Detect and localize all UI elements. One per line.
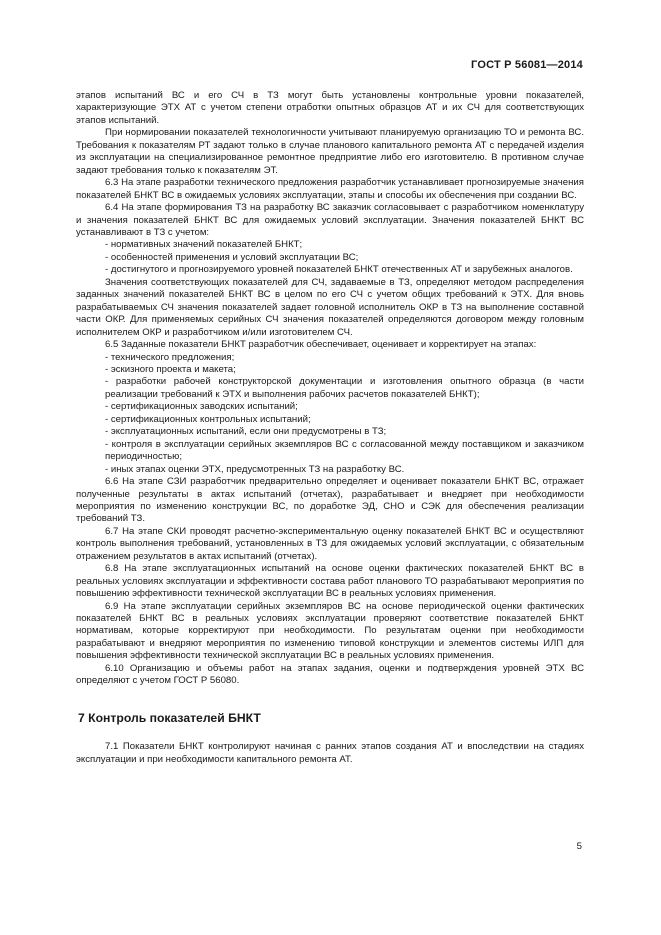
list-item: - нормативных значений показателей БНКТ;	[105, 239, 303, 251]
paragraph: Значения соответствующих показателей для СЧ, задаваемые в ТЗ, определяют методом распределения заданных значений показателей БНКТ ВС в целом по его СЧ с учетом общих требований к ЭТХ. Для вновь разрабатываемых СЧ значения показателей задает головной исполнитель ОКР в ТЗ на выполнение составной части ОКР. Для применяемых серийных СЧ значения показателей определяются договором между головным исполнителем ОКР и разработчиком и/или изготовителем СЧ.	[76, 276, 584, 338]
clause-6-4: 6.4 На этапе формирования ТЗ на разработку ВС заказчик согласовывает с разработчиком номенклатуру и значения показателей БНКТ ВС для ожидаемых условий эксплуатации. Значения показателей БНКТ ВС устанавливают в ТЗ с учетом:	[76, 202, 584, 238]
list-item: - достигнутого и прогнозируемого уровней показателей БНКТ отечественных АТ и зарубежных аналогов.	[105, 264, 573, 276]
clause-6-6: 6.6 На этапе СЗИ разработчик предварительно определяет и оценивает показатели БНКТ ВС, отражает полученные результаты в актах испытаний (отчетах), разрабатывает и внедряет при необходимости мероприятия по изменению конструкции ВС, по доработке ЭД, СНО и СЭК для обеспечения реализации требований ТЗ.	[76, 476, 584, 525]
list-item: - иных этапах оценки ЭТХ, предусмотренных ТЗ на разработку ВС.	[105, 463, 405, 475]
clause-6-8: 6.8 На этапе эксплуатационных испытаний на основе оценки фактических показателей БНКТ ВС в реальных условиях эксплуатации и эффективности состава работ планового ТО разрабатывают мероприятия по повышению эффективности технической эксплуатации ВС в реальных условиях применения.	[76, 563, 584, 600]
list-item: - эксплуатационных испытаний, если они предусмотрены в ТЗ;	[105, 426, 387, 438]
list-item: - особенностей применения и условий эксплуатации ВС;	[105, 251, 359, 263]
section-7-heading: 7 Контроль показателей БНКТ	[78, 710, 261, 725]
list-item: - технического предложения;	[105, 351, 235, 363]
document-body	[76, 90, 584, 766]
clause-7-1: 7.1 Показатели БНКТ контролируют начиная с ранних этапов создания АТ и впоследствии на стадиях эксплуатации и при необходимости капитального ремонта АТ.	[76, 741, 584, 765]
clause-6-10: 6.10 Организацию и объемы работ на этапах задания, оценки и подтверждения уровней ЭТХ ВС определяют с учетом ГОСТ Р 56080.	[76, 662, 584, 687]
paragraph: При нормировании показателей технологичности учитывают планируемую организацию ТО и ремонта ВС. Требования к показателям РТ задают только в случае планового капитального ремонта АТ с передачей изделия из эксплуатации на специализированное ремонтное предприятие либо его изготовителю. В противном случае задают требования только к показателям ЭТ.	[76, 127, 584, 176]
list-item: - эскизного проекта и макета;	[105, 363, 236, 375]
list-item: - контроля в эксплуатации серийных экземпляров ВС с согласованной между поставщиком и заказчиком периодичностью;	[105, 438, 584, 463]
page-number: 5	[576, 841, 582, 852]
list-item: - разработки рабочей конструкторской документации и изготовления опытного образца (в части реализации требований к ЭТХ и выполнения рабочих расчетов показателей БНКТ);	[105, 376, 584, 400]
clause-6-9: 6.9 На этапе эксплуатации серийных экземпляров ВС на основе периодической оценки фактических показателей БНКТ ВС в реальных условиях эксплуатации проверяют соответствие показателей БНКТ нормативам, которые корректируют при необходимости. По результатам оценки при необходимости разрабатывают и внедряют мероприятия по изменению типовой конструкции и элементов системы ИЛП для повышения эффективности технической эксплуатации ВС в реальных условиях применения.	[76, 600, 584, 662]
list-item: - сертификационных заводских испытаний;	[105, 401, 298, 413]
clause-6-5: 6.5 Заданные показатели БНКТ разработчик обеспечивает, оценивает и корректирует на этапах:	[105, 339, 537, 351]
clause-6-7: 6.7 На этапе СКИ проводят расчетно-экспериментальную оценку показателей БНКТ ВС и осуществляют контроль выполнения требований, установленных в ТЗ для ожидаемых условий эксплуатации, с обязательным отражением результатов в актах испытаний (отчетах).	[76, 525, 584, 562]
paragraph: этапов испытаний ВС и его СЧ в ТЗ могут быть установлены контрольные уровни показателей, характеризующие ЭТХ АТ с учетом степени отработки опытных образцов АТ и их СЧ для соответствующих этапов испытаний.	[76, 90, 584, 126]
list-item: - сертификационных контрольных испытаний;	[105, 413, 311, 425]
document-code-header: ГОСТ Р 56081—2014	[471, 59, 583, 71]
clause-6-3: 6.3 На этапе разработки технического предложения разработчик устанавливает прогнозируемые значения показателей БНКТ ВС в ожидаемых условиях эксплуатации, этапы и способы их обеспечения при создании ВС.	[76, 177, 584, 201]
